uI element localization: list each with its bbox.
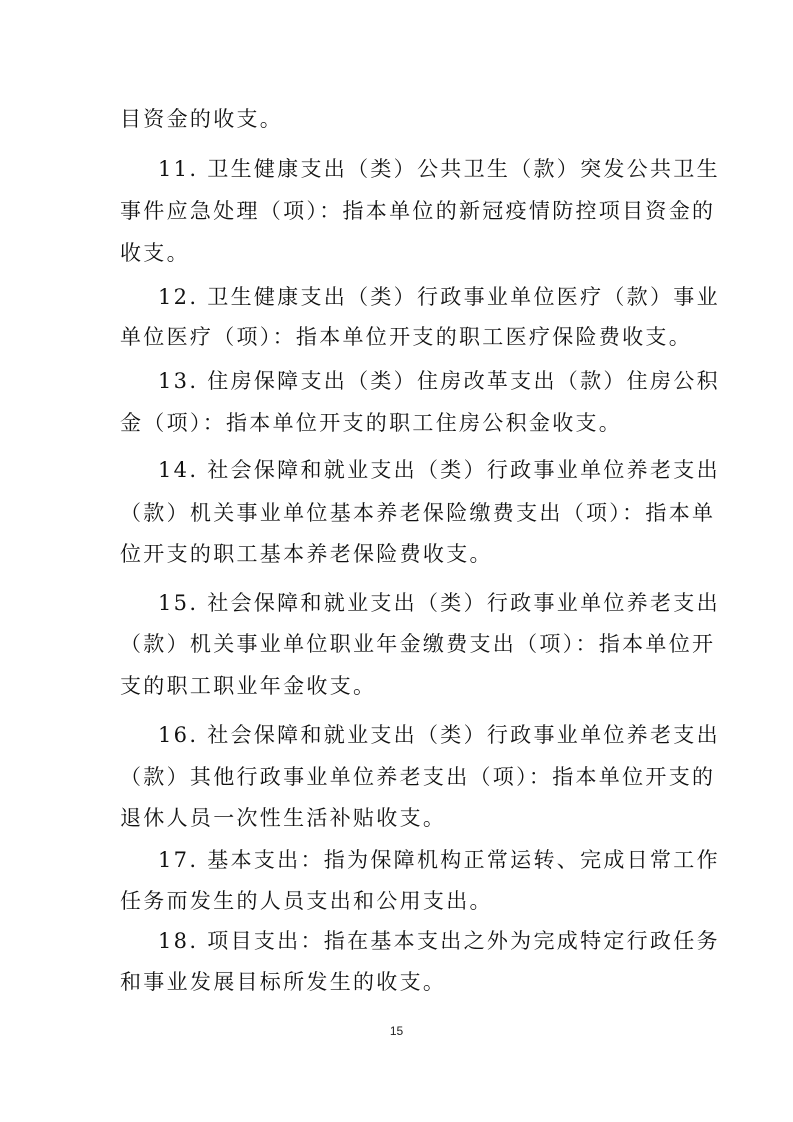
item-12-line-1: 12. 卫生健康支出（类）行政事业单位医疗（款）事业 — [158, 285, 720, 309]
item-15-line-2: （款）机关事业单位职业年金缴费支出（项）：指本单位开 — [120, 632, 716, 656]
item-16-line-2: （款）其他行政事业单位养老支出（项）：指本单位开支的 — [120, 765, 716, 789]
item-18-line-1: 18. 项目支出：指在基本支出之外为完成特定行政任务 — [158, 929, 720, 953]
item-11-line-1: 11. 卫生健康支出（类）公共卫生（款）突发公共卫生 — [158, 157, 720, 181]
item-13-line-2: 金（项）：指本单位开支的职工住房公积金收支。 — [120, 411, 623, 435]
item-16-line-1: 16. 社会保障和就业支出（类）行政事业单位养老支出 — [158, 723, 720, 747]
item-14-line-1: 14. 社会保障和就业支出（类）行政事业单位养老支出 — [158, 458, 720, 482]
item-15-line-1: 15. 社会保障和就业支出（类）行政事业单位养老支出 — [158, 591, 720, 615]
item-16-line-3: 退休人员一次性生活补贴收支。 — [120, 806, 447, 830]
item-11-line-2: 事件应急处理（项）：指本单位的新冠疫情防控项目资金的 — [120, 199, 716, 223]
item-12-line-2: 单位医疗（项）：指本单位开支的职工医疗保险费收支。 — [120, 325, 692, 349]
item-17-line-1: 17. 基本支出：指为保障机构正常运转、完成日常工作 — [158, 848, 720, 872]
page-number: 15 — [389, 1024, 404, 1038]
text-line-1: 目资金的收支。 — [120, 107, 284, 131]
item-18-line-2: 和事业发展目标所发生的收支。 — [120, 970, 447, 994]
item-14-line-3: 位开支的职工基本养老保险费收支。 — [120, 542, 493, 566]
item-14-line-2: （款）机关事业单位基本养老保险缴费支出（项）：指本单 — [120, 501, 716, 525]
item-17-line-2: 任务而发生的人员支出和公用支出。 — [120, 889, 493, 913]
item-13-line-1: 13. 住房保障支出（类）住房改革支出（款）住房公积 — [158, 369, 720, 393]
item-11-line-3: 收支。 — [120, 241, 190, 265]
item-15-line-3: 支的职工职业年金收支。 — [120, 674, 377, 698]
